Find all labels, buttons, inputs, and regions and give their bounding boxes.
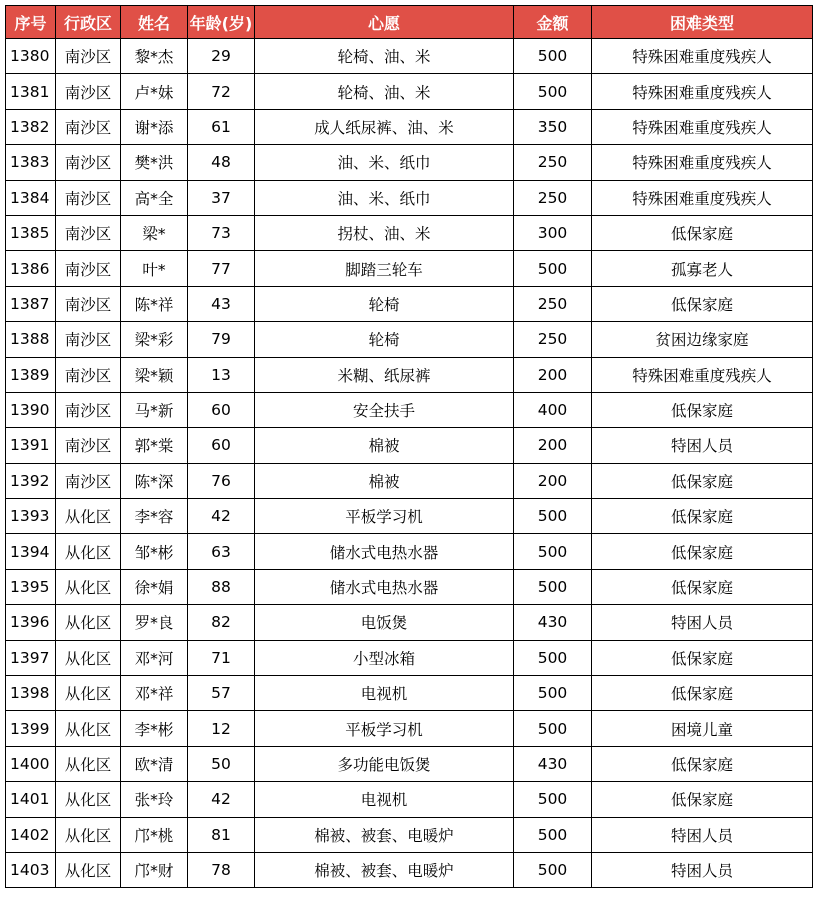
cell-hardship-type: 低保家庭	[592, 499, 813, 534]
cell-age: 42	[188, 782, 255, 817]
cell-amount: 350	[514, 109, 592, 144]
cell-hardship-type: 低保家庭	[592, 392, 813, 427]
cell-wish: 棉被、被套、电暖炉	[255, 852, 514, 887]
cell-name: 罗*良	[121, 605, 188, 640]
cell-district: 南沙区	[56, 322, 121, 357]
cell-amount: 200	[514, 357, 592, 392]
cell-age: 61	[188, 109, 255, 144]
table-row	[6, 180, 813, 215]
cell-amount: 500	[514, 852, 592, 887]
table-row	[6, 605, 813, 640]
column-header-wish: 心愿	[255, 6, 514, 39]
table-row	[6, 251, 813, 286]
table-row	[6, 711, 813, 746]
cell-serial: 1393	[6, 499, 56, 534]
cell-district: 南沙区	[56, 463, 121, 498]
cell-wish: 电视机	[255, 676, 514, 711]
cell-hardship-type: 低保家庭	[592, 746, 813, 781]
cell-hardship-type: 低保家庭	[592, 782, 813, 817]
cell-name: 欧*清	[121, 746, 188, 781]
cell-name: 卢*妹	[121, 74, 188, 109]
table-row	[6, 499, 813, 534]
cell-hardship-type: 特殊困难重度残疾人	[592, 145, 813, 180]
table-row	[6, 109, 813, 144]
cell-age: 60	[188, 392, 255, 427]
cell-serial: 1396	[6, 605, 56, 640]
cell-wish: 储水式电热水器	[255, 569, 514, 604]
cell-name: 陈*深	[121, 463, 188, 498]
column-header-district: 行政区	[56, 6, 121, 39]
cell-wish: 平板学习机	[255, 711, 514, 746]
cell-district: 南沙区	[56, 145, 121, 180]
table-row	[6, 746, 813, 781]
cell-age: 82	[188, 605, 255, 640]
cell-age: 29	[188, 39, 255, 74]
cell-wish: 小型冰箱	[255, 640, 514, 675]
cell-district: 南沙区	[56, 39, 121, 74]
cell-name: 高*全	[121, 180, 188, 215]
table-row	[6, 74, 813, 109]
cell-serial: 1381	[6, 74, 56, 109]
table-row	[6, 286, 813, 321]
cell-district: 南沙区	[56, 109, 121, 144]
cell-age: 12	[188, 711, 255, 746]
cell-wish: 安全扶手	[255, 392, 514, 427]
cell-name: 李*容	[121, 499, 188, 534]
cell-amount: 250	[514, 180, 592, 215]
cell-district: 南沙区	[56, 180, 121, 215]
cell-serial: 1387	[6, 286, 56, 321]
cell-district: 南沙区	[56, 286, 121, 321]
cell-age: 79	[188, 322, 255, 357]
cell-hardship-type: 特困人员	[592, 852, 813, 887]
column-header-name: 姓名	[121, 6, 188, 39]
cell-district: 从化区	[56, 711, 121, 746]
cell-serial: 1380	[6, 39, 56, 74]
cell-hardship-type: 特殊困难重度残疾人	[592, 180, 813, 215]
cell-amount: 250	[514, 145, 592, 180]
cell-amount: 500	[514, 569, 592, 604]
cell-district: 从化区	[56, 605, 121, 640]
cell-age: 63	[188, 534, 255, 569]
cell-serial: 1395	[6, 569, 56, 604]
cell-name: 陈*祥	[121, 286, 188, 321]
cell-hardship-type: 低保家庭	[592, 676, 813, 711]
cell-hardship-type: 特困人员	[592, 817, 813, 852]
cell-district: 从化区	[56, 676, 121, 711]
table-body	[6, 39, 813, 888]
cell-age: 78	[188, 852, 255, 887]
cell-wish: 轮椅	[255, 286, 514, 321]
cell-serial: 1401	[6, 782, 56, 817]
cell-wish: 成人纸尿裤、油、米	[255, 109, 514, 144]
cell-amount: 500	[514, 782, 592, 817]
cell-wish: 拐杖、油、米	[255, 215, 514, 250]
cell-age: 43	[188, 286, 255, 321]
cell-amount: 500	[514, 39, 592, 74]
cell-name: 梁*彩	[121, 322, 188, 357]
table-row	[6, 145, 813, 180]
cell-serial: 1390	[6, 392, 56, 427]
cell-hardship-type: 低保家庭	[592, 286, 813, 321]
cell-amount: 500	[514, 534, 592, 569]
cell-serial: 1402	[6, 817, 56, 852]
cell-serial: 1403	[6, 852, 56, 887]
cell-wish: 轮椅、油、米	[255, 74, 514, 109]
cell-wish: 轮椅	[255, 322, 514, 357]
table-row	[6, 357, 813, 392]
cell-amount: 500	[514, 817, 592, 852]
cell-serial: 1385	[6, 215, 56, 250]
cell-serial: 1400	[6, 746, 56, 781]
cell-wish: 油、米、纸巾	[255, 145, 514, 180]
cell-district: 南沙区	[56, 357, 121, 392]
cell-amount: 250	[514, 286, 592, 321]
cell-serial: 1397	[6, 640, 56, 675]
cell-hardship-type: 低保家庭	[592, 569, 813, 604]
cell-name: 梁*颖	[121, 357, 188, 392]
cell-wish: 轮椅、油、米	[255, 39, 514, 74]
cell-amount: 500	[514, 251, 592, 286]
cell-hardship-type: 困境儿童	[592, 711, 813, 746]
table-row	[6, 676, 813, 711]
cell-serial: 1382	[6, 109, 56, 144]
table-row	[6, 39, 813, 74]
cell-district: 从化区	[56, 782, 121, 817]
cell-district: 从化区	[56, 852, 121, 887]
cell-amount: 430	[514, 746, 592, 781]
column-header-age: 年龄(岁)	[188, 6, 255, 39]
cell-hardship-type: 特殊困难重度残疾人	[592, 39, 813, 74]
cell-district: 南沙区	[56, 251, 121, 286]
table-row	[6, 322, 813, 357]
cell-amount: 500	[514, 74, 592, 109]
cell-hardship-type: 低保家庭	[592, 640, 813, 675]
cell-amount: 500	[514, 676, 592, 711]
cell-district: 从化区	[56, 499, 121, 534]
cell-wish: 电视机	[255, 782, 514, 817]
cell-hardship-type: 特殊困难重度残疾人	[592, 357, 813, 392]
cell-age: 77	[188, 251, 255, 286]
cell-name: 徐*娟	[121, 569, 188, 604]
cell-wish: 多功能电饭煲	[255, 746, 514, 781]
cell-district: 从化区	[56, 534, 121, 569]
cell-serial: 1389	[6, 357, 56, 392]
cell-name: 谢*添	[121, 109, 188, 144]
cell-district: 南沙区	[56, 74, 121, 109]
cell-age: 60	[188, 428, 255, 463]
cell-age: 13	[188, 357, 255, 392]
cell-age: 76	[188, 463, 255, 498]
table-row	[6, 817, 813, 852]
cell-age: 88	[188, 569, 255, 604]
cell-amount: 500	[514, 640, 592, 675]
cell-amount: 200	[514, 428, 592, 463]
cell-district: 从化区	[56, 817, 121, 852]
cell-wish: 储水式电热水器	[255, 534, 514, 569]
cell-hardship-type: 特困人员	[592, 605, 813, 640]
cell-name: 叶*	[121, 251, 188, 286]
cell-amount: 500	[514, 499, 592, 534]
cell-amount: 400	[514, 392, 592, 427]
cell-serial: 1384	[6, 180, 56, 215]
cell-wish: 电饭煲	[255, 605, 514, 640]
table-row	[6, 534, 813, 569]
cell-wish: 平板学习机	[255, 499, 514, 534]
cell-wish: 脚踏三轮车	[255, 251, 514, 286]
cell-name: 李*彬	[121, 711, 188, 746]
cell-hardship-type: 特困人员	[592, 428, 813, 463]
cell-district: 从化区	[56, 746, 121, 781]
cell-age: 81	[188, 817, 255, 852]
cell-name: 梁*	[121, 215, 188, 250]
table-header-row	[6, 6, 813, 39]
cell-wish: 棉被	[255, 428, 514, 463]
cell-hardship-type: 低保家庭	[592, 215, 813, 250]
table-row	[6, 463, 813, 498]
cell-hardship-type: 贫困边缘家庭	[592, 322, 813, 357]
cell-hardship-type: 特殊困难重度残疾人	[592, 109, 813, 144]
cell-amount: 250	[514, 322, 592, 357]
column-header-hardship-type: 困难类型	[592, 6, 813, 39]
cell-district: 南沙区	[56, 215, 121, 250]
cell-name: 张*玲	[121, 782, 188, 817]
cell-serial: 1386	[6, 251, 56, 286]
cell-serial: 1391	[6, 428, 56, 463]
cell-district: 从化区	[56, 569, 121, 604]
wish-list-table	[5, 5, 813, 888]
cell-name: 郭*棠	[121, 428, 188, 463]
cell-wish: 棉被	[255, 463, 514, 498]
cell-hardship-type: 低保家庭	[592, 534, 813, 569]
table-row	[6, 215, 813, 250]
cell-district: 从化区	[56, 640, 121, 675]
cell-name: 马*新	[121, 392, 188, 427]
cell-age: 42	[188, 499, 255, 534]
column-header-serial: 序号	[6, 6, 56, 39]
cell-age: 57	[188, 676, 255, 711]
cell-amount: 500	[514, 711, 592, 746]
cell-hardship-type: 低保家庭	[592, 463, 813, 498]
cell-age: 48	[188, 145, 255, 180]
cell-serial: 1394	[6, 534, 56, 569]
cell-name: 黎*杰	[121, 39, 188, 74]
cell-serial: 1399	[6, 711, 56, 746]
table-row	[6, 569, 813, 604]
cell-name: 樊*洪	[121, 145, 188, 180]
cell-amount: 200	[514, 463, 592, 498]
table-row	[6, 392, 813, 427]
cell-serial: 1383	[6, 145, 56, 180]
cell-wish: 米糊、纸尿裤	[255, 357, 514, 392]
cell-age: 50	[188, 746, 255, 781]
cell-serial: 1392	[6, 463, 56, 498]
cell-wish: 棉被、被套、电暖炉	[255, 817, 514, 852]
cell-age: 37	[188, 180, 255, 215]
cell-serial: 1398	[6, 676, 56, 711]
cell-name: 邝*财	[121, 852, 188, 887]
cell-district: 南沙区	[56, 392, 121, 427]
cell-amount: 430	[514, 605, 592, 640]
cell-amount: 300	[514, 215, 592, 250]
cell-age: 73	[188, 215, 255, 250]
table-row	[6, 852, 813, 887]
cell-name: 邝*桃	[121, 817, 188, 852]
cell-name: 邓*祥	[121, 676, 188, 711]
cell-district: 南沙区	[56, 428, 121, 463]
cell-wish: 油、米、纸巾	[255, 180, 514, 215]
cell-name: 邹*彬	[121, 534, 188, 569]
table-row	[6, 428, 813, 463]
table-row	[6, 782, 813, 817]
cell-hardship-type: 特殊困难重度残疾人	[592, 74, 813, 109]
cell-name: 邓*河	[121, 640, 188, 675]
cell-age: 71	[188, 640, 255, 675]
column-header-amount: 金额	[514, 6, 592, 39]
cell-serial: 1388	[6, 322, 56, 357]
cell-hardship-type: 孤寡老人	[592, 251, 813, 286]
table-row	[6, 640, 813, 675]
cell-age: 72	[188, 74, 255, 109]
